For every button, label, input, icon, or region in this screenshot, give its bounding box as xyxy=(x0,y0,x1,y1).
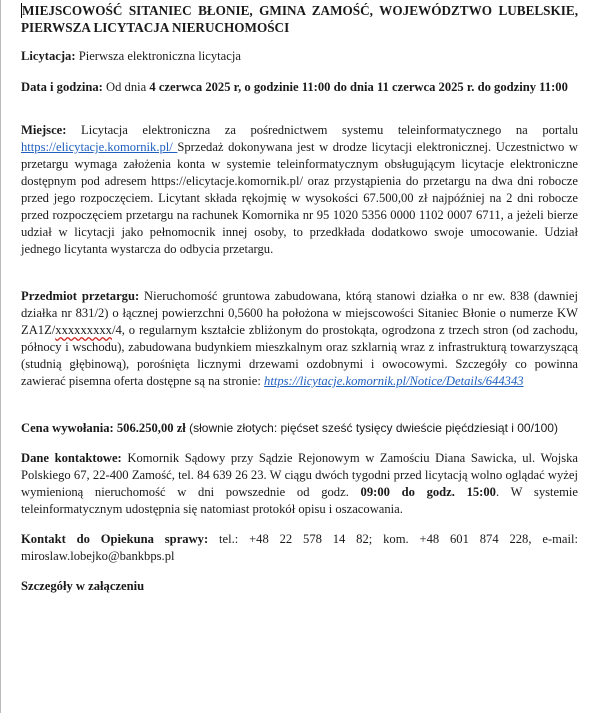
przedmiot-label: Przedmiot przetargu: xyxy=(21,289,140,303)
data-text: Od dnia xyxy=(102,80,150,94)
title-text: MIEJSCOWOŚĆ SITANIEC BŁONIE, GMINA ZAMOŚĆ, WOJEWÓDZTWO LUBELSKIE, PIERWSZA LICYTACJA NIERUCHOMOŚCI xyxy=(21,3,578,35)
licytacja-value: Pierwsza elektroniczna licytacja xyxy=(75,49,241,63)
przedmiot-paragraph xyxy=(21,288,578,390)
footer-text: Szczegóły w załączeniu xyxy=(21,579,145,593)
dane-paragraph xyxy=(21,450,578,518)
page-title xyxy=(21,2,578,36)
dane-text: Komornik Sądowy przy Sądzie Rejonowym w Zamościu Diana Sawicka, ul. Wojska Polskiego 67, 22-400 Zamość, tel. 84 639 26 23. W ciągu dwóch tygodni przed licytacją wolno oglądać wyżej wymienioną nieruchomość w dni powszednie od godz. xyxy=(21,451,579,499)
notice-details-link[interactable]: https://licytacje.komornik.pl/Notice/Details/644343 xyxy=(264,374,524,388)
dane-hours: 09:00 do godz. 15:00 xyxy=(360,485,496,499)
footer-paragraph xyxy=(21,578,578,595)
miejsce-label: Miejsce: xyxy=(21,123,67,137)
licytacja-paragraph xyxy=(21,48,578,65)
kontakt-paragraph xyxy=(21,531,578,565)
elicytacje-link[interactable]: https://elicytacje.komornik.pl/ xyxy=(21,140,178,154)
cena-label: Cena wywołania: xyxy=(21,421,114,435)
data-paragraph xyxy=(21,79,578,96)
data-dates: 4 czerwca 2025 r, o godzinie 11:00 do dnia 11 czerwca 2025 r. do godziny 11:00 xyxy=(149,80,568,94)
przedmiot-text-2: /4, o regularnym kształcie zbliżonym do prostokąta, ogrodzona z trzech stron (od zachodu, północy i wschodu), zabudowana budynkiem mieszkalnym oraz szklarnią wraz z infrastrukturą towarzyszącą (studnią głębinową), porośnięta licznymi drzewami ozdobnymi i owocowymi. Szczegóły co powinna zawierać pisemna oferta dostępne są na stronie: xyxy=(21,323,578,388)
licytacja-label: Licytacja: xyxy=(21,49,76,63)
dane-text-2: . W systemie teleinformatycznym udostępnia się natomiast protokół opisu i oszacowania. xyxy=(21,485,578,516)
data-label: Data i godzina: xyxy=(21,80,103,94)
przedmiot-text: Nieruchomość gruntowa zabudowana, którą stanowi działka o nr ew. 838 (dawniej działka nr 831/2) o łącznej powierzchni 0,5600 ha położona w miejscowości Sitaniec Błonie o numerze KW ZA1Z/ xyxy=(21,289,578,337)
cena-paragraph xyxy=(21,420,578,437)
dane-label: Dane kontaktowe: xyxy=(21,451,122,465)
kontakt-text: tel.: +48 22 578 14 82; kom. +48 601 874 228, e-mail: miroslaw.lobejko@bankbps.pl xyxy=(21,532,579,563)
miejsce-text-2: Sprzedaż dokonywana jest w drodze licytacji elektronicznej. Uczestnictwo w przetargu wymaga założenia konta w systemie teleinformatycznym obsługującym licytacje elektroniczne dostępnym pod adresem https://elicytacje.komornik.pl/ oraz przystąpienia do przetargu na dwa dni robocze przed jego rozpoczęciem. Licytant składa rękojmię w wysokości 67.500,00 zł najpóźniej na 2 dni robocze przed rozpoczęciem przetargu na rachunek Komornika nr 95 1020 5356 0000 1102 0007 6711, a jeżeli bierze udział w licytacji jako pełnomocnik innej osoby, to przedkłada dodatkowo swoje umocowanie. Udział jednego licytanta wystarcza do odbycia przetargu. xyxy=(21,140,578,256)
cena-amount: 506.250,00 zł xyxy=(113,421,186,435)
cena-words: (słownie złotych: pięćset sześć tysięcy dwieście pięćdziesiąt i 00/100) xyxy=(185,421,558,435)
miejsce-paragraph xyxy=(21,122,578,258)
kw-masked-number: xxxxxxxxx xyxy=(55,323,112,337)
kontakt-label: Kontakt do Opiekuna sprawy: xyxy=(21,532,209,546)
miejsce-text: Licytacja elektroniczna za pośrednictwem systemu teleinformatycznego na portalu xyxy=(66,123,578,137)
